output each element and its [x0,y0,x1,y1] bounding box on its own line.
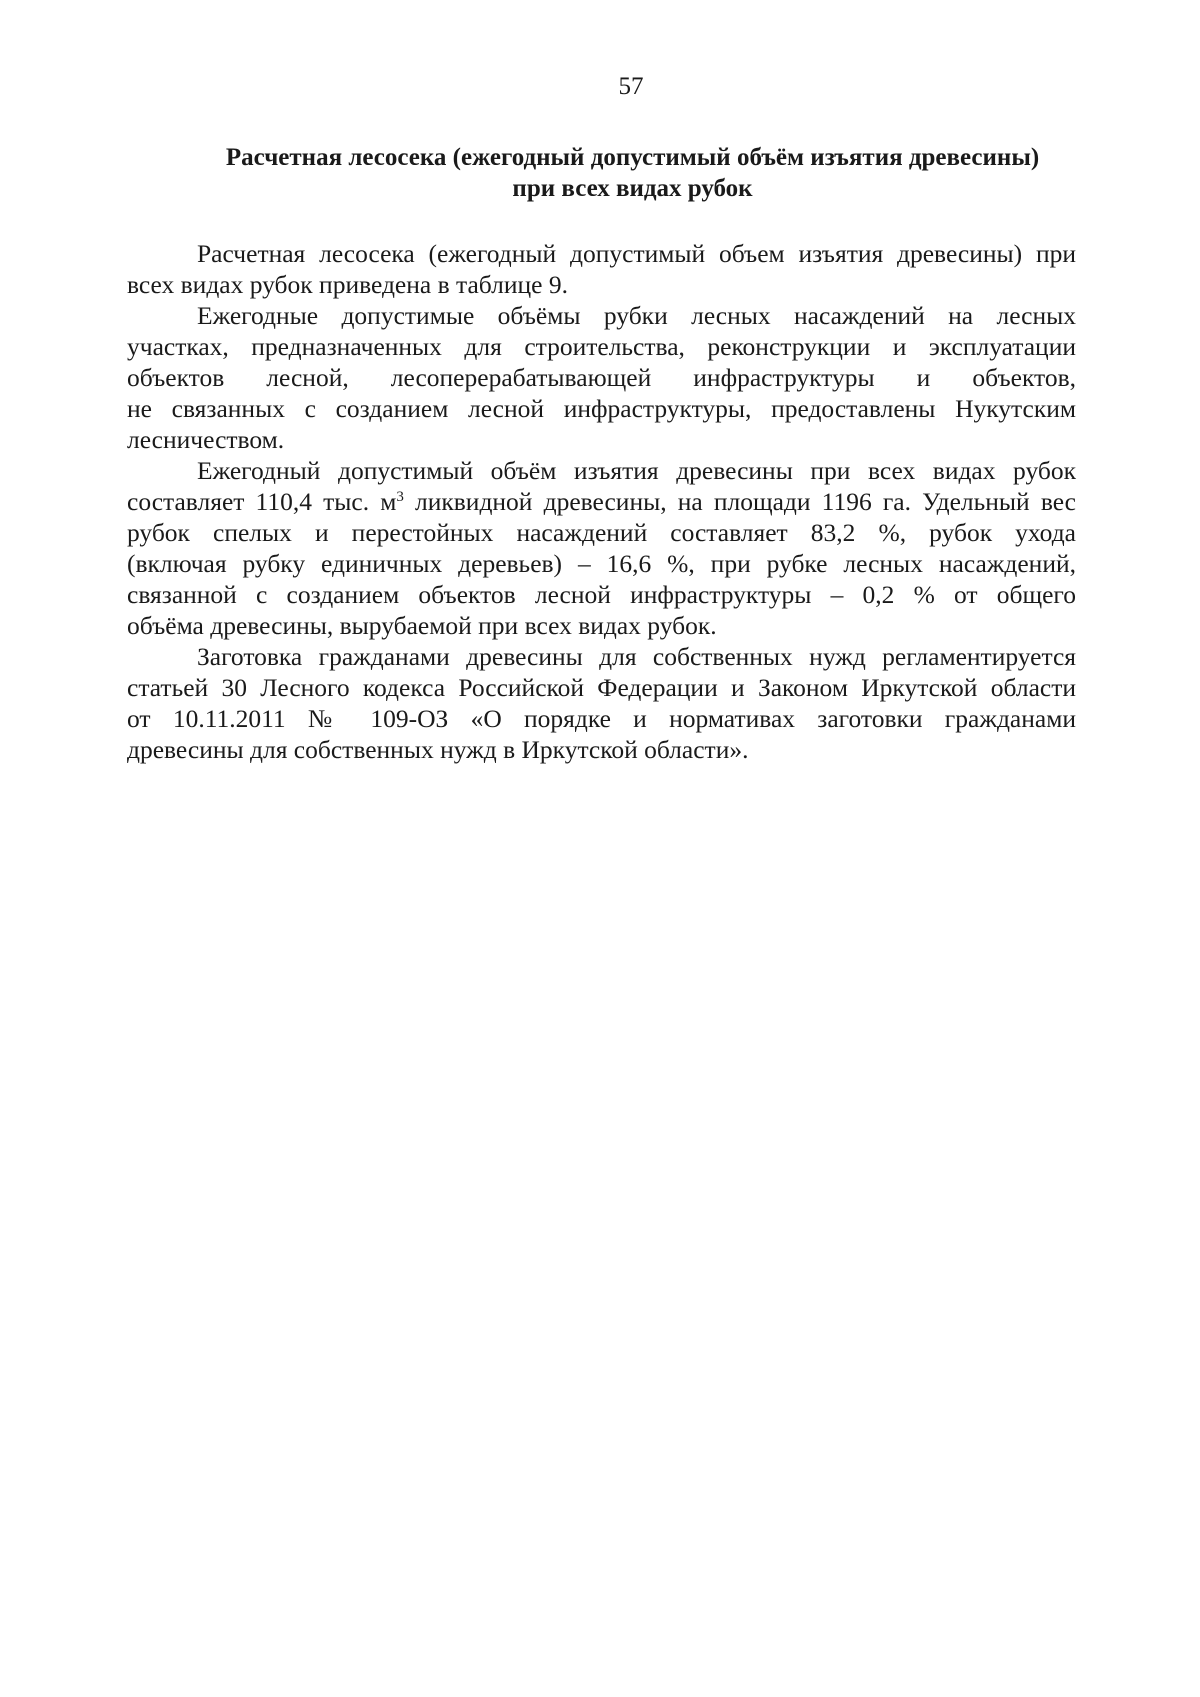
paragraph-1-line-1: Расчетная лесосека (ежегодный допустимый объем изъятия древесины) при [197,239,1076,268]
paragraph-4-line-1: Заготовка гражданами древесины для собственных нужд регламентируется [197,642,1076,671]
paragraph-2-line-3: объектов лесной, лесоперерабатывающей инфраструктуры и объектов, [127,363,1076,392]
page-number: 57 [618,73,644,100]
paragraph-1-line-2: всех видах рубок приведена в таблице 9. [127,270,568,299]
paragraph-2 [127,300,1076,455]
paragraph-1 [127,238,1076,300]
volume-text: составляет 110,4 тыс. м [127,487,397,516]
paragraph-4-line-3: от 10.11.2011 № 109-ОЗ «О порядке и нормативах заготовки гражданами [127,704,1076,733]
paragraph-2-line-4: не связанных с созданием лесной инфраструктуры, предоставлены Нукутским [127,394,1076,423]
paragraph-4-line-2: статьей 30 Лесного кодекса Российской Федерации и Законом Иркутской области [127,673,1076,702]
paragraph-4 [127,641,1076,765]
paragraph-3-line-6: объёма древесины, вырубаемой при всех видах рубок. [127,611,717,640]
section-heading-line-1: Расчетная лесосека (ежегодный допустимый объём изъятия древесины) [225,144,1040,171]
paragraph-4-line-4: древесины для собственных нужд в Иркутской области». [127,735,749,764]
paragraph-3-line-2 [127,486,1076,517]
paragraph-3-line-5: связанной с созданием объектов лесной инфраструктуры – 0,2 % от общего [127,580,1076,609]
volume-text-continued: ликвидной древесины, на площади 1196 га. Удельный вес [403,487,1076,516]
cubic-superscript: 3 [396,489,404,505]
paragraph-3-line-1: Ежегодный допустимый объём изъятия древесины при всех видах рубок [197,456,1076,485]
section-heading-line-2: при всех видах рубок [512,175,753,202]
paragraph-2-line-1: Ежегодные допустимые объёмы рубки лесных насаждений на лесных [197,301,1076,330]
section-heading [190,142,1075,204]
body-text [127,238,1076,765]
paragraph-2-line-5: лесничеством. [127,425,285,454]
paragraph-3-line-3: рубок спелых и перестойных насаждений составляет 83,2 %, рубок ухода [127,518,1076,547]
paragraph-2-line-2: участках, предназначенных для строительства, реконструкции и эксплуатации [127,332,1076,361]
paragraph-3-line-4: (включая рубку единичных деревьев) – 16,6 %, при рубке лесных насаждений, [127,549,1076,578]
paragraph-3 [127,455,1076,641]
